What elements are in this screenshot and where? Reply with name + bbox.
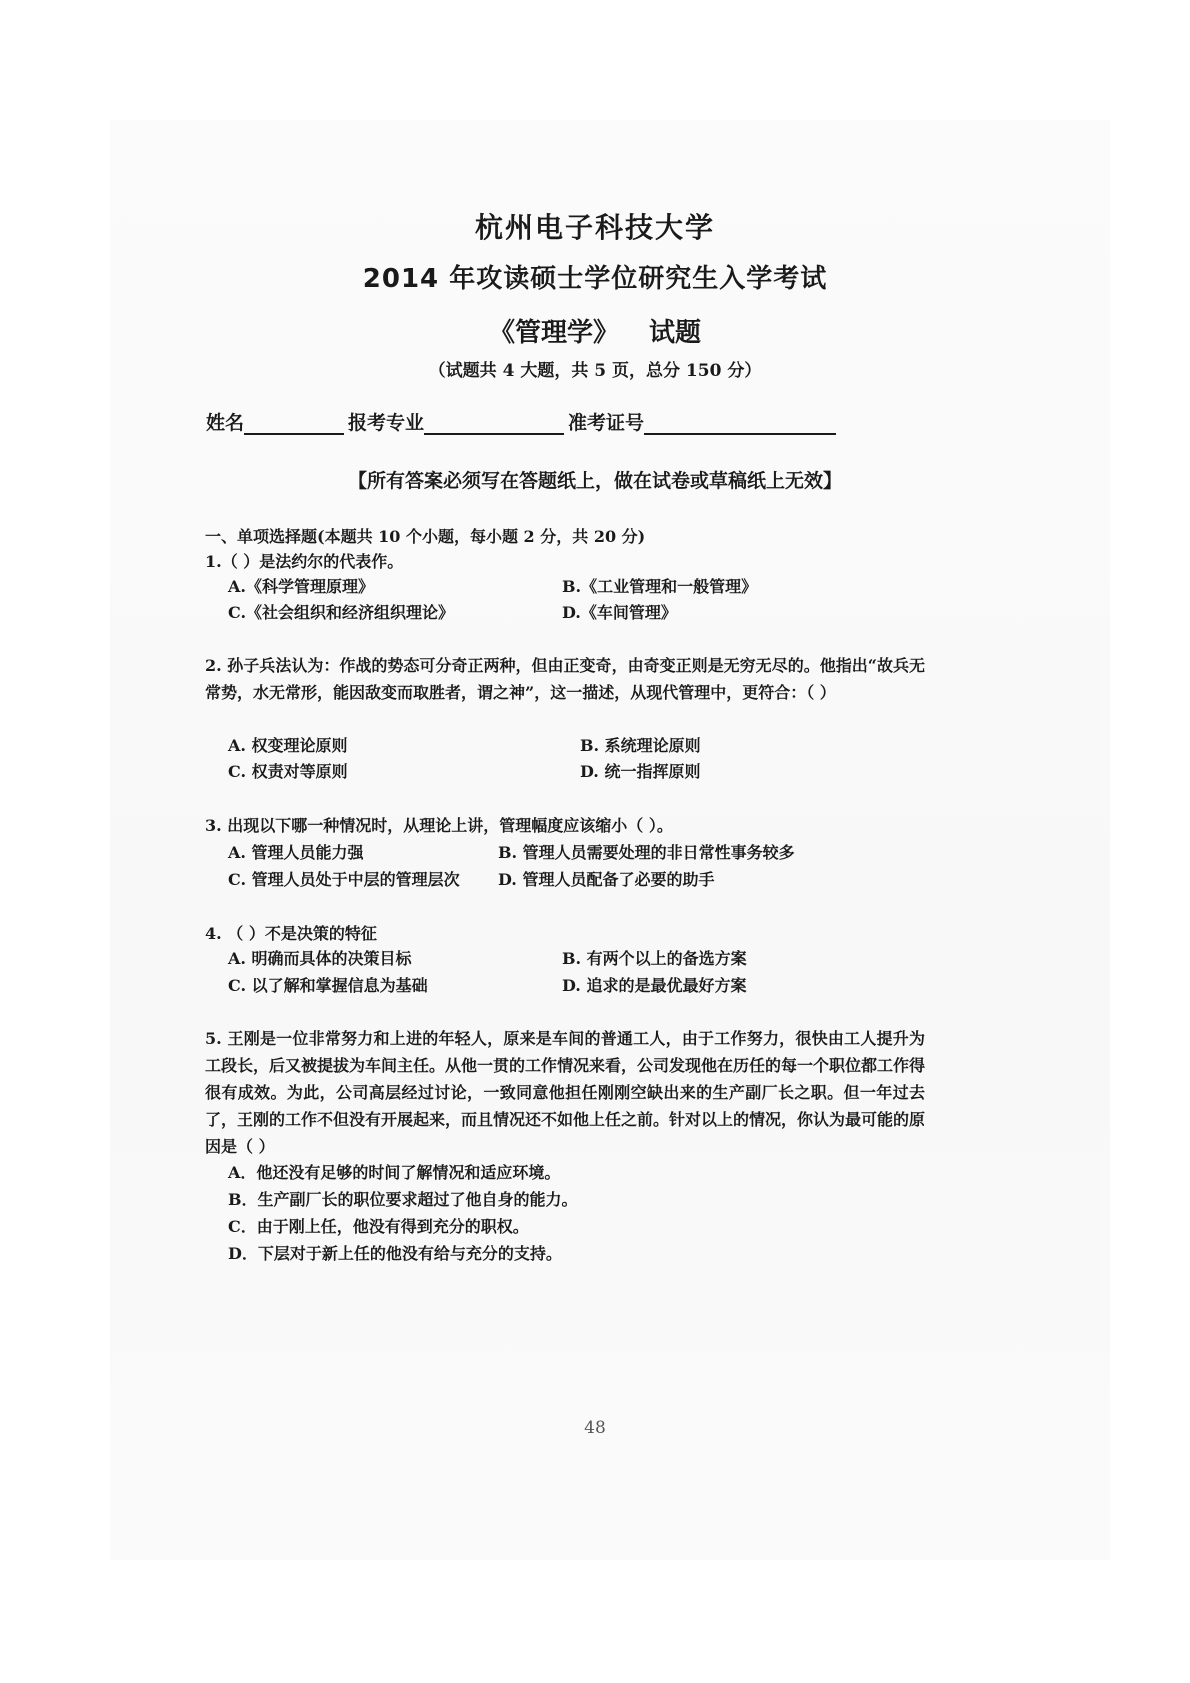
question-3-option-d: D. 管理人员配备了必要的助手 <box>498 870 715 889</box>
question-2-option-c: C. 权责对等原则 <box>228 762 348 781</box>
major-blank <box>424 415 564 435</box>
question-5-option-a: A．他还没有足够的时间了解情况和适应环境。 <box>228 1163 561 1182</box>
name-blank <box>244 415 344 435</box>
school-title: 杭州电子科技大学 <box>474 211 715 244</box>
question-2-option-a: A. 权变理论原则 <box>228 736 348 755</box>
question-5-stem: 5. 王刚是一位非常努力和上进的年轻人，原来是车间的普通工人，由于工作努力，很快由工人提升为工段长，后又被提拔为车间主任。从他一贯的工作情况来看，公司发现他在历任的每一个职位都工作得很有成效。为此，公司高层经过讨论，一致同意他担任刚刚空缺出来的生产副厂长之职。但一年过去了，王刚的工作不但没有开展起来，而且情况还不如他上任之前。针对以上的情况，你认为最可能的原因是（ ） <box>205 1029 926 1156</box>
exam-info: （试题共 4 大题，共 5 页，总分 150 分） <box>428 361 762 381</box>
exam-title: 2014 年攻读硕士学位研究生入学考试 <box>362 264 828 294</box>
question-1-option-c: C.《社会组织和经济组织理论》 <box>228 603 455 622</box>
question-1-option-d: D.《车间管理》 <box>562 603 677 622</box>
question-4-option-d: D. 追求的是最优最好方案 <box>562 976 747 995</box>
question-1-option-a: A.《科学管理原理》 <box>228 577 374 596</box>
subject-name: 《管理学》 <box>488 318 619 348</box>
question-5-option-d: D．下层对于新上任的他没有给与充分的支持。 <box>228 1244 562 1263</box>
subject-title <box>0 312 1190 349</box>
question-1-option-b: B.《工业管理和一般管理》 <box>562 577 758 596</box>
question-2-option-d: D. 统一指挥原则 <box>580 762 701 781</box>
question-3-stem: 3. 出现以下哪一种情况时，从理论上讲，管理幅度应该缩小（ ）。 <box>205 816 673 835</box>
subject-suffix: 试题 <box>649 318 702 348</box>
question-5-option-b: B．生产副厂长的职位要求超过了他自身的能力。 <box>228 1190 578 1209</box>
question-2-stem: 2. 孙子兵法认为：作战的势态可分奇正两种，但由正变奇，由奇变正则是无穷无尽的。他指出“故兵无常势，水无常形，能因敌变而取胜者，谓之神”，这一描述，从现代管理中，更符合：（ ） <box>205 656 925 702</box>
id-blank <box>644 415 836 435</box>
question-3-option-c: C. 管理人员处于中层的管理层次 <box>228 870 460 889</box>
question-4-option-b: B. 有两个以上的备选方案 <box>562 949 747 968</box>
question-2-option-b: B. 系统理论原则 <box>580 736 701 755</box>
question-4-stem: 4. （ ）不是决策的特征 <box>205 924 377 943</box>
section-title: 一、单项选择题(本题共 10 个小题，每小题 2 分，共 20 分) <box>205 527 646 546</box>
question-5-option-c: C．由于刚上任，他没有得到充分的职权。 <box>228 1217 529 1236</box>
question-1-stem: 1.（ ）是法约尔的代表作。 <box>205 552 404 571</box>
name-label: 姓名 <box>206 412 245 434</box>
major-label: 报考专业 <box>348 412 425 434</box>
question-3-option-b: B. 管理人员需要处理的非日常性事务较多 <box>498 843 795 862</box>
page-number: 48 <box>584 1418 606 1438</box>
question-3-option-a: A. 管理人员能力强 <box>228 843 364 862</box>
answer-notice: 【所有答案必须写在答题纸上，做在试卷或草稿纸上无效】 <box>347 470 842 492</box>
id-label: 准考证号 <box>568 412 645 434</box>
question-4-option-a: A. 明确而具体的决策目标 <box>228 949 412 968</box>
question-4-option-c: C. 以了解和掌握信息为基础 <box>228 976 428 995</box>
candidate-info-row <box>206 408 840 435</box>
